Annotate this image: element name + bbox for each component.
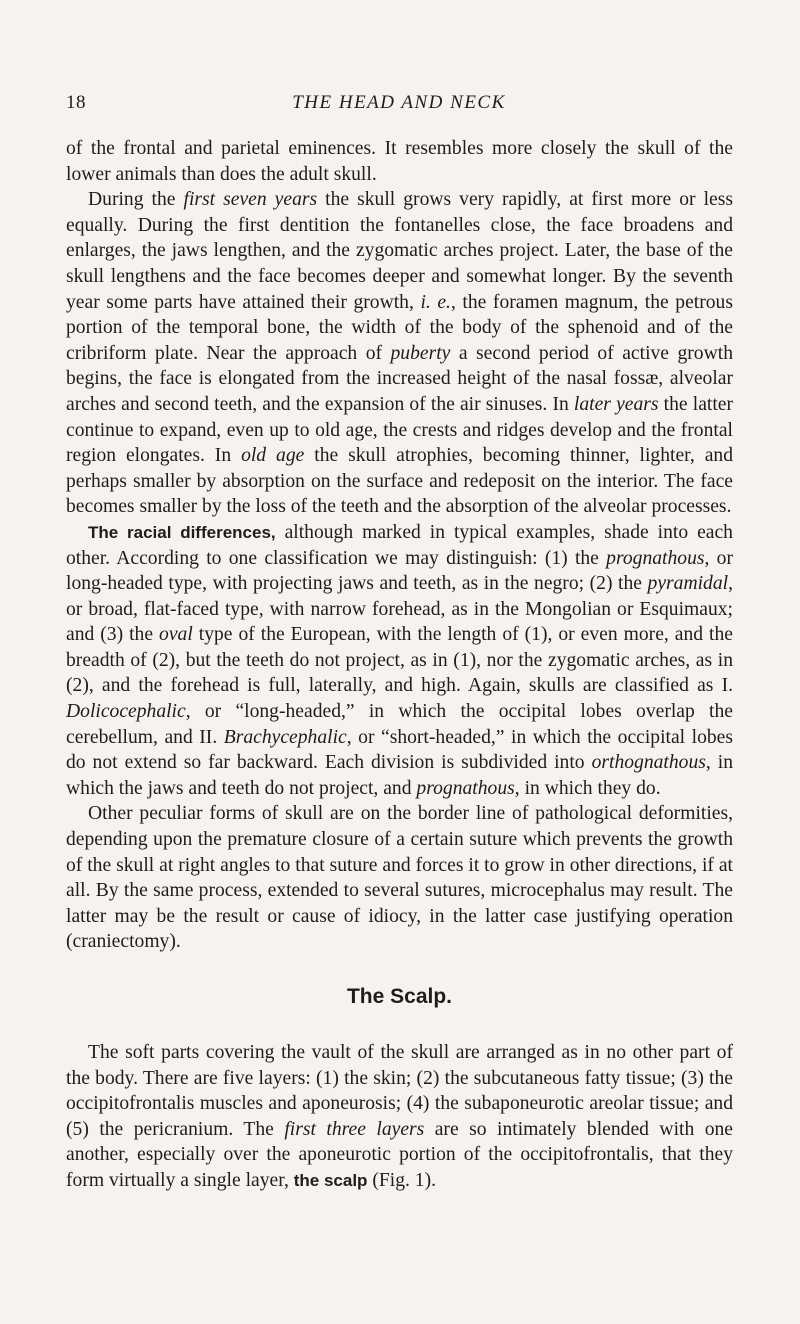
body-text (66, 136, 733, 1194)
paragraph-peculiar-forms: Other peculiar forms of skull are on the border line of pathological deformities, depending upon the premature closure of a certain suture which prevents the growth of the skull at right angles to that suture and forces it to grow in other directions, if at all. By the same process, extended to several sutures, microcephalus may result. The latter may be the result or cause of idiocy, in the latter case justifying operation (craniectomy). (66, 803, 733, 953)
runin-the-scalp: the scalp (293, 1170, 368, 1190)
emphasis-first-seven-years: first seven years (183, 189, 318, 211)
paragraph-continuation: of the frontal and parietal eminences. It resembles more closely the skull of the lower animals than does the adult skull. (66, 138, 733, 185)
emphasis-later-years: later years (573, 393, 659, 415)
paragraph-racial-differences: The racial differences, although marked in typical examples, shade into each other. According to one classification we may distinguish: (1) the prognathous, or long-headed type, with projecting jaws and teeth, as in the negro; (2) the pyramidal, or broad, flat-faced type, with narrow forehead, as in the Mongolian or Esquimaux; and (3) the oval type of the European, with the length of (1), or even more, and the breadth of (2), but the teeth do not project, as in (1), nor the zygomatic arches, as in (2), and the forehead is full, laterally, and high. Again, skulls are classified as I. Dolicocephalic, or “long-headed,” in which the occipital lobes overlap the cerebellum, and II. Brachycephalic, or “short-headed,” in which the occipital lobes do not extend so far backward. Each division is subdivided into orthognathous, in which the jaws and teeth do not project, and prognathous, in which they do. (66, 521, 734, 799)
runin-racial-differences: The racial differences, (88, 522, 276, 542)
page-header (66, 92, 732, 118)
emphasis-puberty: puberty (390, 342, 451, 364)
emphasis-first-three-layers: first three layers (284, 1118, 425, 1140)
running-title: THE HEAD AND NECK (292, 92, 506, 113)
emphasis-old-age: old age (241, 445, 305, 467)
page-number: 18 (66, 92, 86, 113)
paragraph-growth-periods: During the first seven years the skull grows very rapidly, at first more or less equally. During the first dentition the fontanelles close, the face broadens and enlarges, the jaws lengthen, and the zygomatic arches project. Later, the base of the skull lengthens and the face becomes deeper and somewhat longer. By the seventh year some parts have attained their growth, i. e., the foramen magnum, the petrous portion of the temporal bone, the width of the body of the sphenoid and of the cribriform plate. Near the approach of puberty a second period of active growth begins, the face is elongated from the increased height of the nasal fossæ, alveolar arches and second teeth, and the expansion of the air sinuses. In later years the latter continue to expand, even up to old age, the crests and ridges develop and the frontal region elongates. In old age the skull atrophies, becoming thinner, lighter, and perhaps smaller by absorption on the surface and redeposit on the interior. The face becomes smaller by the loss of the teeth and the absorption of the alveolar processes. (66, 189, 734, 518)
paragraph-scalp-layers: The soft parts covering the vault of the skull are arranged as in no other part of the body. There are five layers: (1) the skin; (2) the subcutaneous fatty tissue; (3) the occipitofrontalis muscles and aponeurosis; (4) the subaponeurotic areolar tissue; and (5) the pericranium. The first three layers are so intimately blended with one another, especially over the aponeurotic portion of the occipitofrontalis, that they form virtually a single layer, the scalp (Fig. 1). (66, 1042, 734, 1191)
emphasis-ie: i. e. (420, 291, 451, 313)
section-heading-scalp: The Scalp. (346, 985, 453, 1008)
